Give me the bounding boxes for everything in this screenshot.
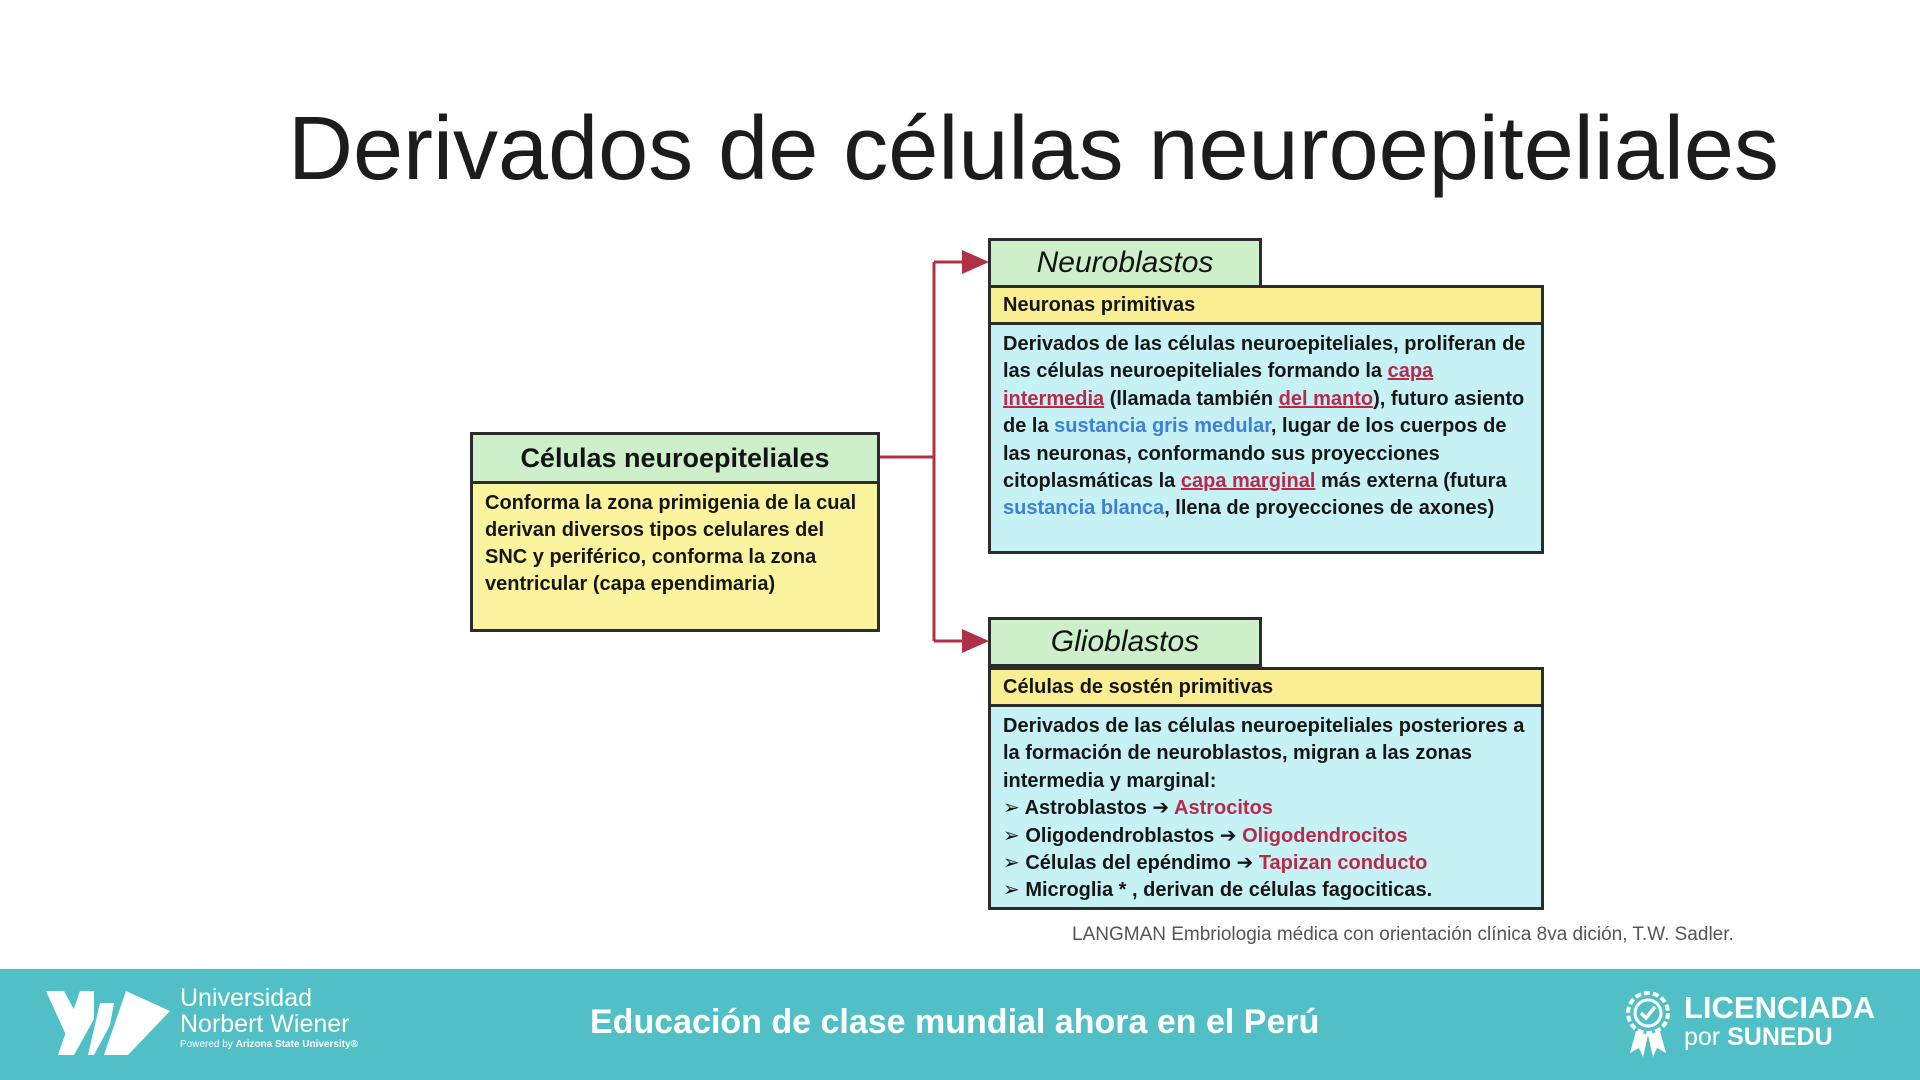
right-arrow-icon: ➔ [1152,797,1170,820]
item-result: Oligodendrocitos [1242,824,1408,847]
neuroblastos-text-1: Derivados de las células neuroepiteliales, proliferan de las células neuroepiteliales formando la [1003,333,1526,383]
license-sunedu: SUNEDU [1727,1023,1833,1051]
neuroblastos-text-2: (llamada también [1104,387,1279,410]
glioblastos-item-microglia: ➢ Microglia * , derivan de células fagociticas. [1003,879,1433,902]
license-line2 [1684,1024,1875,1051]
glioblastos-item [1003,823,1529,850]
neuroblastos-text-4: , lugar de los cuerpos de las neuronas, conformando sus proyecciones citoplasmáticas la [1003,415,1507,493]
glioblastos-item [1003,795,1529,822]
source-caption: LANGMAN Embriologia médica con orientación clínica 8va dición, T.W. Sadler. [1072,924,1734,945]
glioblastos-item [1003,850,1529,877]
bullet-arrow-icon: ➢ [1003,852,1020,875]
neuroblastos-tab [988,238,1262,288]
term-sustancia-gris: sustancia gris medular [1054,415,1271,438]
university-powered [180,1038,358,1052]
bullet-arrow-icon: ➢ [1003,824,1020,847]
link-capa-marginal: capa marginal [1180,470,1316,493]
footer-tagline: Educación de clase mundial ahora en el Perú [590,1003,1320,1041]
neuroblastos-subtitle: Neuronas primitivas [1003,293,1196,316]
glioblastos-subtitle: Células de sostén primitivas [1003,675,1274,698]
license-badge-icon [1622,987,1674,1059]
asu-label: Arizona State University® [235,1039,358,1050]
neuroblastos-tab-label: Neuroblastos [1036,246,1214,279]
right-arrow-icon: ➔ [1236,852,1254,875]
glioblastos-subtitle-bar [988,667,1544,707]
footer-banner [0,969,1920,1080]
university-line1: Universidad [180,984,313,1012]
neuroblastos-body [988,322,1544,554]
glioblastos-body [988,704,1544,910]
license-line1: LICENCIADA [1684,990,1876,1025]
right-arrow-icon: ➔ [1219,824,1237,847]
neuroblastos-text-6: , llena de proyecciones de axones) [1164,497,1495,520]
item-result: Tapizan conducto [1258,852,1428,875]
bullet-arrow-icon: ➢ [1003,797,1020,820]
university-logo-icon [44,989,174,1059]
powered-by-label: Powered by [180,1039,233,1050]
item-label: Células del epéndimo [1025,852,1231,875]
glioblastos-tab-label: Glioblastos [1050,625,1200,658]
license-por: por [1684,1023,1721,1051]
source-box-body [470,481,880,632]
university-line2: Norbert Wiener [180,1010,350,1038]
source-box-body-text: Conforma la zona primigenia de la cual derivan diversos tipos celulares del SNC y periférico, conforma la zona ventricular (capa ependimaria) [485,492,857,595]
link-del-manto: del manto [1278,387,1374,410]
slide-title: Derivados de células neuroepiteliales [288,99,1779,199]
item-label: Astroblastos [1024,797,1147,820]
neuroblastos-text-3: ), futuro asiento de la [1003,387,1525,438]
glioblastos-intro: Derivados de las células neuroepiteliales posteriores a la formación de neuroblastos, migran a las zonas intermedia y marginal: [1003,715,1525,792]
neuroblastos-text-5: más externa (futura [1315,470,1507,493]
item-result: Astrocitos [1174,797,1273,820]
university-name [180,985,358,1052]
source-box-header [470,432,880,484]
item-label: Oligodendroblastos [1025,824,1215,847]
license-text [1684,991,1875,1051]
neuroblastos-subtitle-bar [988,285,1544,325]
link-capa-intermedia: capa intermedia [1003,360,1434,410]
glioblastos-tab [988,617,1262,667]
term-sustancia-blanca: sustancia blanca [1003,497,1165,520]
source-box-header-label: Células neuroepiteliales [520,442,830,473]
